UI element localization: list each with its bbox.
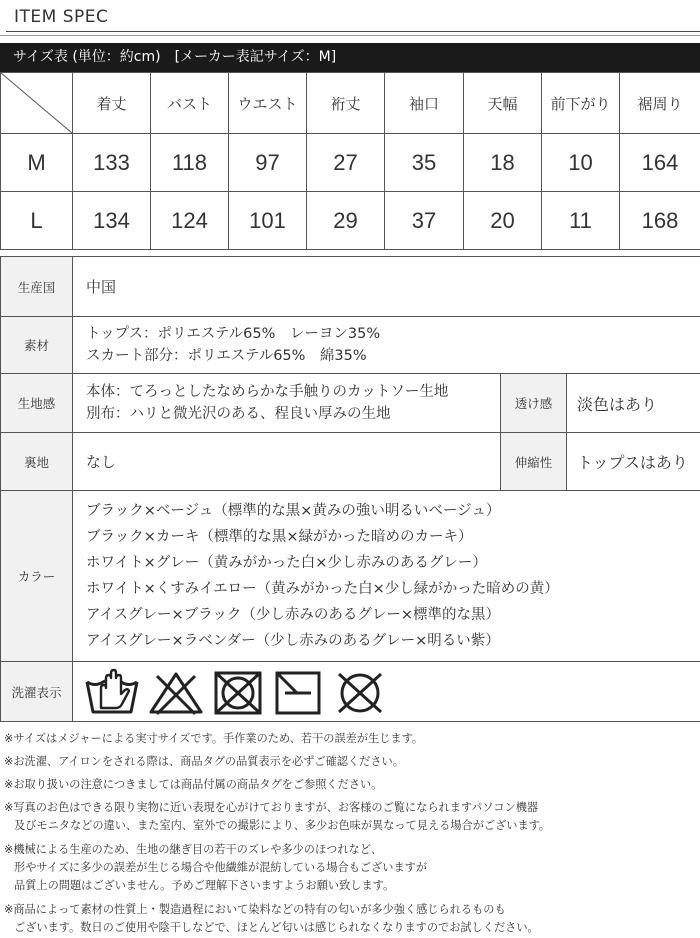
header-cell: バスト (151, 73, 229, 134)
spec-table (0, 256, 700, 722)
size-value: 20 (464, 192, 542, 250)
texture-line: 別布：ハリと微光沢のある、程良い厚みの生地 (86, 406, 391, 422)
stretch-label: 伸縮性 (501, 433, 567, 491)
care-icons-cell (73, 662, 700, 722)
lining-label: 裏地 (1, 433, 73, 491)
size-table-corner (1, 73, 73, 134)
stretch-value: トップスはあり (567, 433, 700, 491)
spec-row-lining (1, 433, 700, 491)
note-line: 品質上の問題はございません。予めご理解下さいますようお願い致します。 (14, 879, 395, 892)
texture-line: 本体：てろっとしたなめらかな手触りのカットソー生地 (86, 384, 449, 400)
size-row-m (1, 134, 700, 192)
spec-row-origin (1, 257, 700, 317)
lining-value: なし (73, 433, 501, 491)
size-value: 101 (229, 192, 307, 250)
line-dry-shade-icon (271, 668, 325, 716)
sheer-label: 透け感 (501, 374, 567, 433)
no-bleach-icon (147, 668, 205, 716)
texture-value (73, 374, 501, 433)
color-item: ブラック×ベージュ（標準的な黒×黄みの強い明るいベージュ） (86, 503, 501, 519)
size-row-l (1, 192, 700, 250)
color-item: ホワイト×グレー（黄みがかった白×少し赤みのあるグレー） (86, 555, 487, 571)
size-table-caption: サイズ表 (単位：約cm) [メーカー表記サイズ：M] (0, 43, 700, 72)
size-table (0, 72, 700, 250)
size-value: 27 (307, 134, 385, 192)
color-list (73, 491, 700, 662)
origin-value: 中国 (73, 257, 700, 317)
note-line: ※お洗濯、アイロンをされる際は、商品タグの品質表示を必ずご確認ください。 (4, 755, 404, 768)
size-value: 168 (620, 192, 700, 250)
header-cell: 裾周り (620, 73, 700, 134)
size-value: 29 (307, 192, 385, 250)
care-label: 洗濯表示 (1, 662, 73, 722)
spec-row-material (1, 317, 700, 374)
size-table-header-row (1, 73, 700, 134)
note-line: ※写真のお色はできる限り実物に近い表現を心がけておりますが、お客様のご覧になられますパソコン機器 (4, 801, 539, 814)
material-label: 素材 (1, 317, 73, 374)
note-line: ※お取り扱いの注意につきましては商品付属の商品タグをご参照ください。 (4, 778, 383, 791)
care-icons (73, 668, 700, 716)
spec-row-care (1, 662, 700, 722)
no-dry-clean-icon (331, 668, 389, 716)
size-label: M (1, 134, 73, 192)
material-value (73, 317, 700, 374)
size-label: L (1, 192, 73, 250)
hand-wash-icon (83, 668, 141, 716)
header-cell: 袖口 (385, 73, 464, 134)
size-value: 118 (151, 134, 229, 192)
header-cell: 前下がり (542, 73, 620, 134)
no-tumble-dry-icon (211, 668, 265, 716)
color-item: ブラック×カーキ（標準的な黒×緑がかった暗めのカーキ） (86, 529, 473, 545)
note-item (4, 730, 696, 748)
note-line: ※サイズはメジャーによる実寸サイズです。手作業のため、若干の誤差が生じます。 (4, 732, 424, 745)
texture-label: 生地感 (1, 374, 73, 433)
header-cell: 着丈 (73, 73, 151, 134)
note-line: ございます。数日のご使用や陰干しなどで、ほとんど匂いは感じられなくなりますのでお試しください。 (14, 921, 539, 934)
note-line: 及びモニタなどの違い、また室内、室外での撮影により、多少お色味が異なって見える場合がございます。 (14, 819, 551, 832)
note-item (4, 799, 696, 835)
size-value: 10 (542, 134, 620, 192)
header-cell: 天幅 (464, 73, 542, 134)
note-item (4, 776, 696, 794)
size-value: 37 (385, 192, 464, 250)
note-line: ※商品によって素材の性質上・製造過程において染料などの特有の匂いが多少強く感じられるものも (4, 903, 506, 916)
spec-row-texture (1, 374, 700, 433)
material-line: トップス：ポリエステル65% レーヨン35% (86, 326, 381, 342)
size-value: 124 (151, 192, 229, 250)
color-label: カラー (1, 491, 73, 662)
title-rule (6, 31, 700, 32)
size-value: 35 (385, 134, 464, 192)
note-item (4, 753, 696, 771)
size-value: 134 (73, 192, 151, 250)
color-item: ホワイト×くすみイエロー（黄みがかった白×少し緑がかった暗めの黄） (86, 581, 559, 597)
color-item: アイスグレー×ブラック（少し赤みのあるグレー×標準的な黒） (86, 607, 501, 623)
material-line: スカート部分：ポリエステル65% 綿35% (86, 348, 367, 364)
note-line: 形やサイズに多少の誤差が生じる場合や他繊維が混紡している場合もございますが (14, 861, 428, 874)
spec-row-colors (1, 491, 700, 662)
note-line: ※機械による生産のため、生地の継ぎ目の若干のズレや多少のほつれなど、 (4, 843, 383, 856)
page-title (0, 0, 700, 40)
note-item (4, 901, 696, 937)
header-cell: ウエスト (229, 73, 307, 134)
origin-label: 生産国 (1, 257, 73, 317)
title-rule-secondary (0, 35, 700, 36)
sheer-value: 淡色はあり (567, 374, 700, 433)
size-value: 97 (229, 134, 307, 192)
header-cell: 裄丈 (307, 73, 385, 134)
size-value: 18 (464, 134, 542, 192)
size-value: 133 (73, 134, 151, 192)
notes (4, 730, 696, 938)
size-value: 164 (620, 134, 700, 192)
note-item (4, 841, 696, 895)
page-title-text: ITEM SPEC (14, 7, 109, 27)
color-item: アイスグレー×ラベンダー（少し赤みのあるグレー×明るい紫） (86, 633, 500, 649)
size-value: 11 (542, 192, 620, 250)
